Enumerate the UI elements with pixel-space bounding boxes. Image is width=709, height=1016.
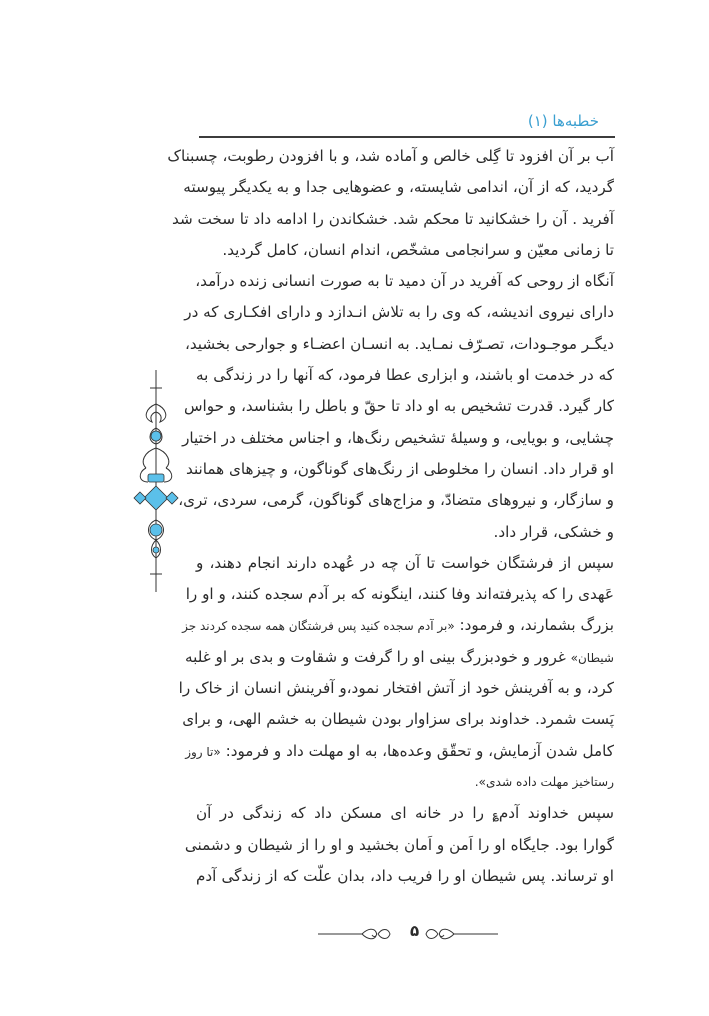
text-segment: غرور و خودبزرگ بینی او را گرفت و شقاوت و بدی بر او غلبه (184, 647, 566, 666)
ornament-diamond-icon (144, 486, 168, 510)
side-arabesque-ornament (128, 370, 184, 592)
text-line: و سازگار، و نیروهای متضادّ، و مزاج‌های گوناگون، گرمی، سردی، تری، (178, 491, 614, 510)
text-line-with-quote (184, 642, 614, 673)
text-segment: سپس خداوند آدم (498, 804, 614, 823)
text-line-with-quote (182, 610, 614, 641)
text-line: سپس از فرشتگان خواست تا آن چه در عُهده دارند انجام دهند، و (196, 553, 614, 572)
text-line: که در خدمت او باشند، و ابزاری عطا فرمود، که آنها را در زندگی به (196, 366, 614, 385)
text-line: آفرید . آن را خشکانید تا محکم شد. خشکاندن را ادامه داد تا سخت شد (171, 209, 614, 228)
text-line: دارای نیروی اندیشه، که وی را به تلاش انـدازد و دارای افکـاری که در (184, 303, 614, 322)
ornament-circle-icon (150, 524, 162, 536)
text-line: گوارا بود. جایگاه او را اَمن و اَمان بخشید و او را از شیطان و دشمنی (184, 835, 614, 854)
honorific-symbol: ؏ (492, 808, 499, 822)
text-line: او قرار داد. انسان را مخلوطی از رنگ‌های گوناگون، و چیزهای همانند (185, 459, 614, 478)
header-rule (199, 136, 615, 138)
body-text (167, 141, 614, 892)
text-line: آب بر آن افزود تا گِلی خالص و آماده شد، و با افزودن رطوبت، چسبناک (167, 147, 614, 165)
text-line-quote: رستاخیز مهلت داده شدی». (474, 774, 614, 789)
scroll-flourish-left-icon (318, 926, 398, 942)
text-line: عَهدی را که پذیرفته‌اند وفا کنند، اینگونه که بر آدم سجده کنند، و او را (185, 585, 614, 604)
quran-quote-end: شیطان» (570, 650, 614, 665)
text-line: گردید، که از آن، اندامی شایسته، و عضوهایی جدا و به یکدیگر پیوسته (183, 178, 614, 197)
quran-quote: «تا روز (185, 744, 221, 759)
text-line: و خشکی، قرار داد. (493, 522, 614, 541)
ornament-bead-icon (151, 431, 161, 441)
text-line: پَست شمرد. خداوند برای سزاوار بودن شیطان به خشم الهی، و برای (182, 710, 614, 729)
page-number: ۵ (410, 922, 420, 940)
text-line-with-quote (185, 736, 614, 767)
text-segment: را در خانه ای مسکن داد که زندگی در آن (196, 804, 484, 823)
text-segment: کامل شدن آزمایش، و تحقّق وعده‌ها، به او مهلت داد و فرمود: (225, 741, 614, 760)
quran-quote: «بر آدم سجده کنید پس فرشتگان همه سجده کردند جز (182, 619, 455, 634)
page-footer (318, 918, 498, 948)
text-line: تا زمانی معیّن و سرانجامی مشخّص، اندام انسان، کامل گردید. (222, 240, 614, 259)
scroll-flourish-right-icon (426, 926, 498, 942)
text-line: دیگـر موجـودات، تصـرّف نمـاید. به انسـان اعضـاء و جوارحی بخشید، (184, 334, 614, 353)
text-line: چشایی، و بویایی، و وسیلهٔ تشخیص رنگ‌ها، و اجناس مختلف در اختیار (182, 428, 614, 447)
text-line-with-honorific (196, 798, 614, 829)
text-line: آنگاه از روحی که آفرید در آن دمید تا به صورت انسانی زنده درآمد، (195, 272, 614, 291)
text-line: کرد، و به آفرینش خود از آتش افتخار نمود،و آفرینش انسان از خاک را (178, 679, 614, 698)
running-header (199, 108, 615, 138)
text-line: کار گیرد. قدرت تشخیص به او داد تا حقّ و باطل را بشناسد، و حواس (183, 397, 614, 416)
text-line: او ترساند. پس شیطان او را فریب داد، بدان علّت که از زندگی آدم (196, 866, 614, 885)
text-segment: بزرگ بشمارند، و فرمود: (459, 616, 614, 635)
chapter-title: خطبه‌ها (١) (527, 112, 599, 130)
